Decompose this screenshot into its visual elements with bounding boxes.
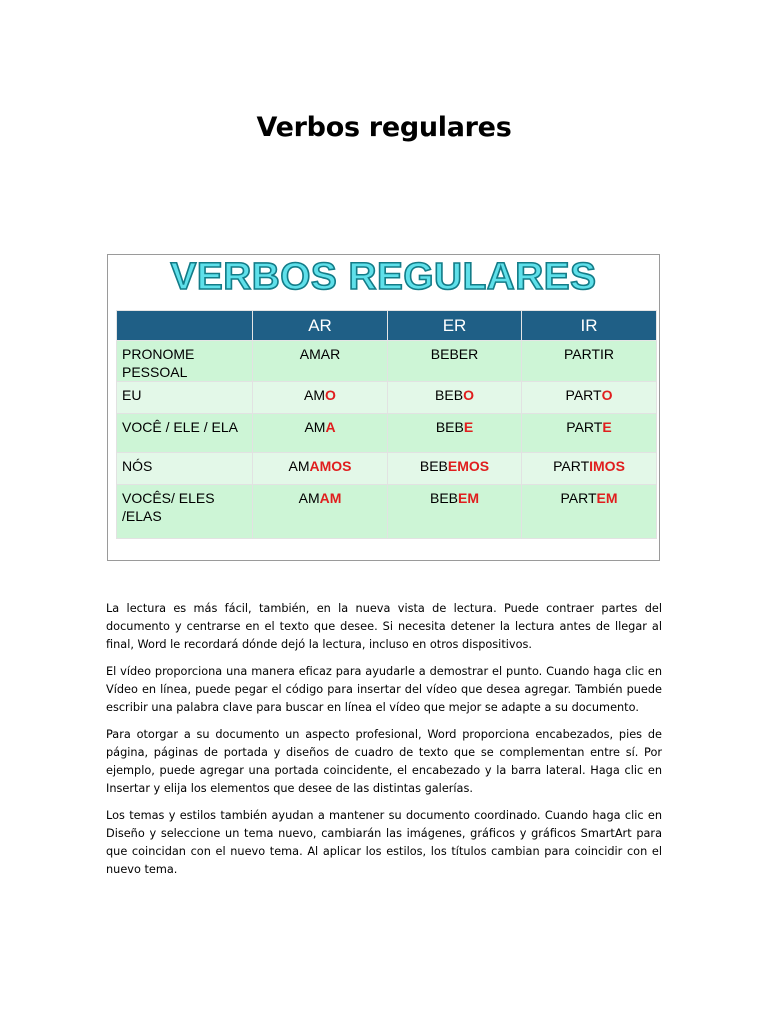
verb-stem: AM (304, 387, 326, 403)
figure-banner: VERBOS REGULARES (170, 256, 597, 298)
row-label: NÓS (117, 453, 253, 485)
verb-ending: A (325, 419, 336, 435)
verb-stem: PART (560, 490, 597, 506)
verb-ending: O (463, 387, 474, 403)
verb-form-ar (253, 341, 388, 382)
verb-form-ir (522, 414, 657, 453)
verb-form-ar (253, 453, 388, 485)
paragraph: La lectura es más fácil, también, en la nueva vista de lectura. Puede contraer partes del documento y centrarse en el texto que desee. Si necesita detener la lectura antes de llegar al final, Word le recordará dónde dejó la lectura, incluso en otros dispositivos. (106, 602, 662, 651)
verb-form-er (388, 382, 522, 414)
verb-ending: O (325, 387, 336, 403)
table-row-pronome (117, 341, 657, 382)
verb-table-figure (107, 254, 660, 561)
verbs-table (116, 310, 657, 539)
verb-form-er (388, 341, 522, 382)
paragraph: El vídeo proporciona una manera eficaz para ayudarle a demostrar el punto. Cuando haga clic en Vídeo en línea, puede pegar el código para insertar del vídeo que desea agregar. También puede escribir una palabra clave para buscar en línea el vídeo que mejor se adapte a su documento. (106, 665, 662, 714)
verb-stem: AMAR (299, 346, 341, 362)
table-row-eu (117, 382, 657, 414)
verb-stem: BEB (419, 458, 448, 474)
row-label: PRONOME PESSOAL (117, 341, 253, 382)
verb-form-er (388, 453, 522, 485)
verb-stem: PARTIR (563, 346, 615, 362)
verb-form-er (388, 414, 522, 453)
page-title: Verbos regulares (256, 112, 512, 144)
header-cell-er: ER (388, 311, 522, 341)
verb-ending: O (601, 387, 613, 403)
verb-ending: E (463, 419, 474, 435)
verb-stem: BEBER (430, 346, 479, 362)
verb-ending: E (602, 419, 612, 435)
verb-ending: EM (596, 490, 618, 506)
verb-form-er (388, 485, 522, 539)
table-row-voces (117, 485, 657, 539)
header-cell-empty (117, 311, 253, 341)
verb-form-ir (522, 382, 657, 414)
verb-form-ir (522, 341, 657, 382)
verb-form-ir (522, 453, 657, 485)
verb-form-ir (522, 485, 657, 539)
verb-stem: BEB (429, 490, 458, 506)
table-row-voce (117, 414, 657, 453)
verb-stem: AM (298, 490, 320, 506)
body-text (106, 600, 662, 888)
row-label: EU (117, 382, 253, 414)
verb-ending: AMOS (309, 458, 352, 474)
header-cell-ir: IR (522, 311, 657, 341)
row-label: VOCÊS/ ELES /ELAS (117, 485, 253, 539)
verb-stem: AM (288, 458, 310, 474)
paragraph: Los temas y estilos también ayudan a mantener su documento coordinado. Cuando haga clic en Diseño y seleccione un tema nuevo, cambiarán las imágenes, gráficos y gráficos SmartArt para que coincidan con el nuevo tema. Al aplicar los estilos, los títulos cambian para coincidir con el nuevo tema. (106, 809, 662, 876)
verb-form-ar (253, 382, 388, 414)
table-row-nos (117, 453, 657, 485)
verb-ending: IMOS (589, 458, 625, 474)
verb-stem: PART (565, 387, 602, 403)
verb-stem: PART (553, 458, 590, 474)
verb-ending: EM (458, 490, 479, 506)
table-header-row (117, 311, 657, 341)
verb-stem: BEB (435, 387, 464, 403)
verb-ending: AM (319, 490, 342, 506)
verb-ending: EMOS (447, 458, 490, 474)
verb-form-ar (253, 485, 388, 539)
verb-stem: AM (304, 419, 326, 435)
verb-stem: BEB (435, 419, 464, 435)
row-label: VOCÊ / ELE / ELA (117, 414, 253, 453)
header-cell-ar: AR (253, 311, 388, 341)
verb-stem: PART (566, 419, 603, 435)
paragraph: Para otorgar a su documento un aspecto profesional, Word proporciona encabezados, pies de página, páginas de portada y diseños de cuadro de texto que se complementan entre sí. Por ejemplo, puede agregar una portada coincidente, el encabezado y la barra lateral. Haga clic en Insertar y elija los elementos que desee de las distintas galerías. (106, 728, 662, 795)
verb-form-ar (253, 414, 388, 453)
